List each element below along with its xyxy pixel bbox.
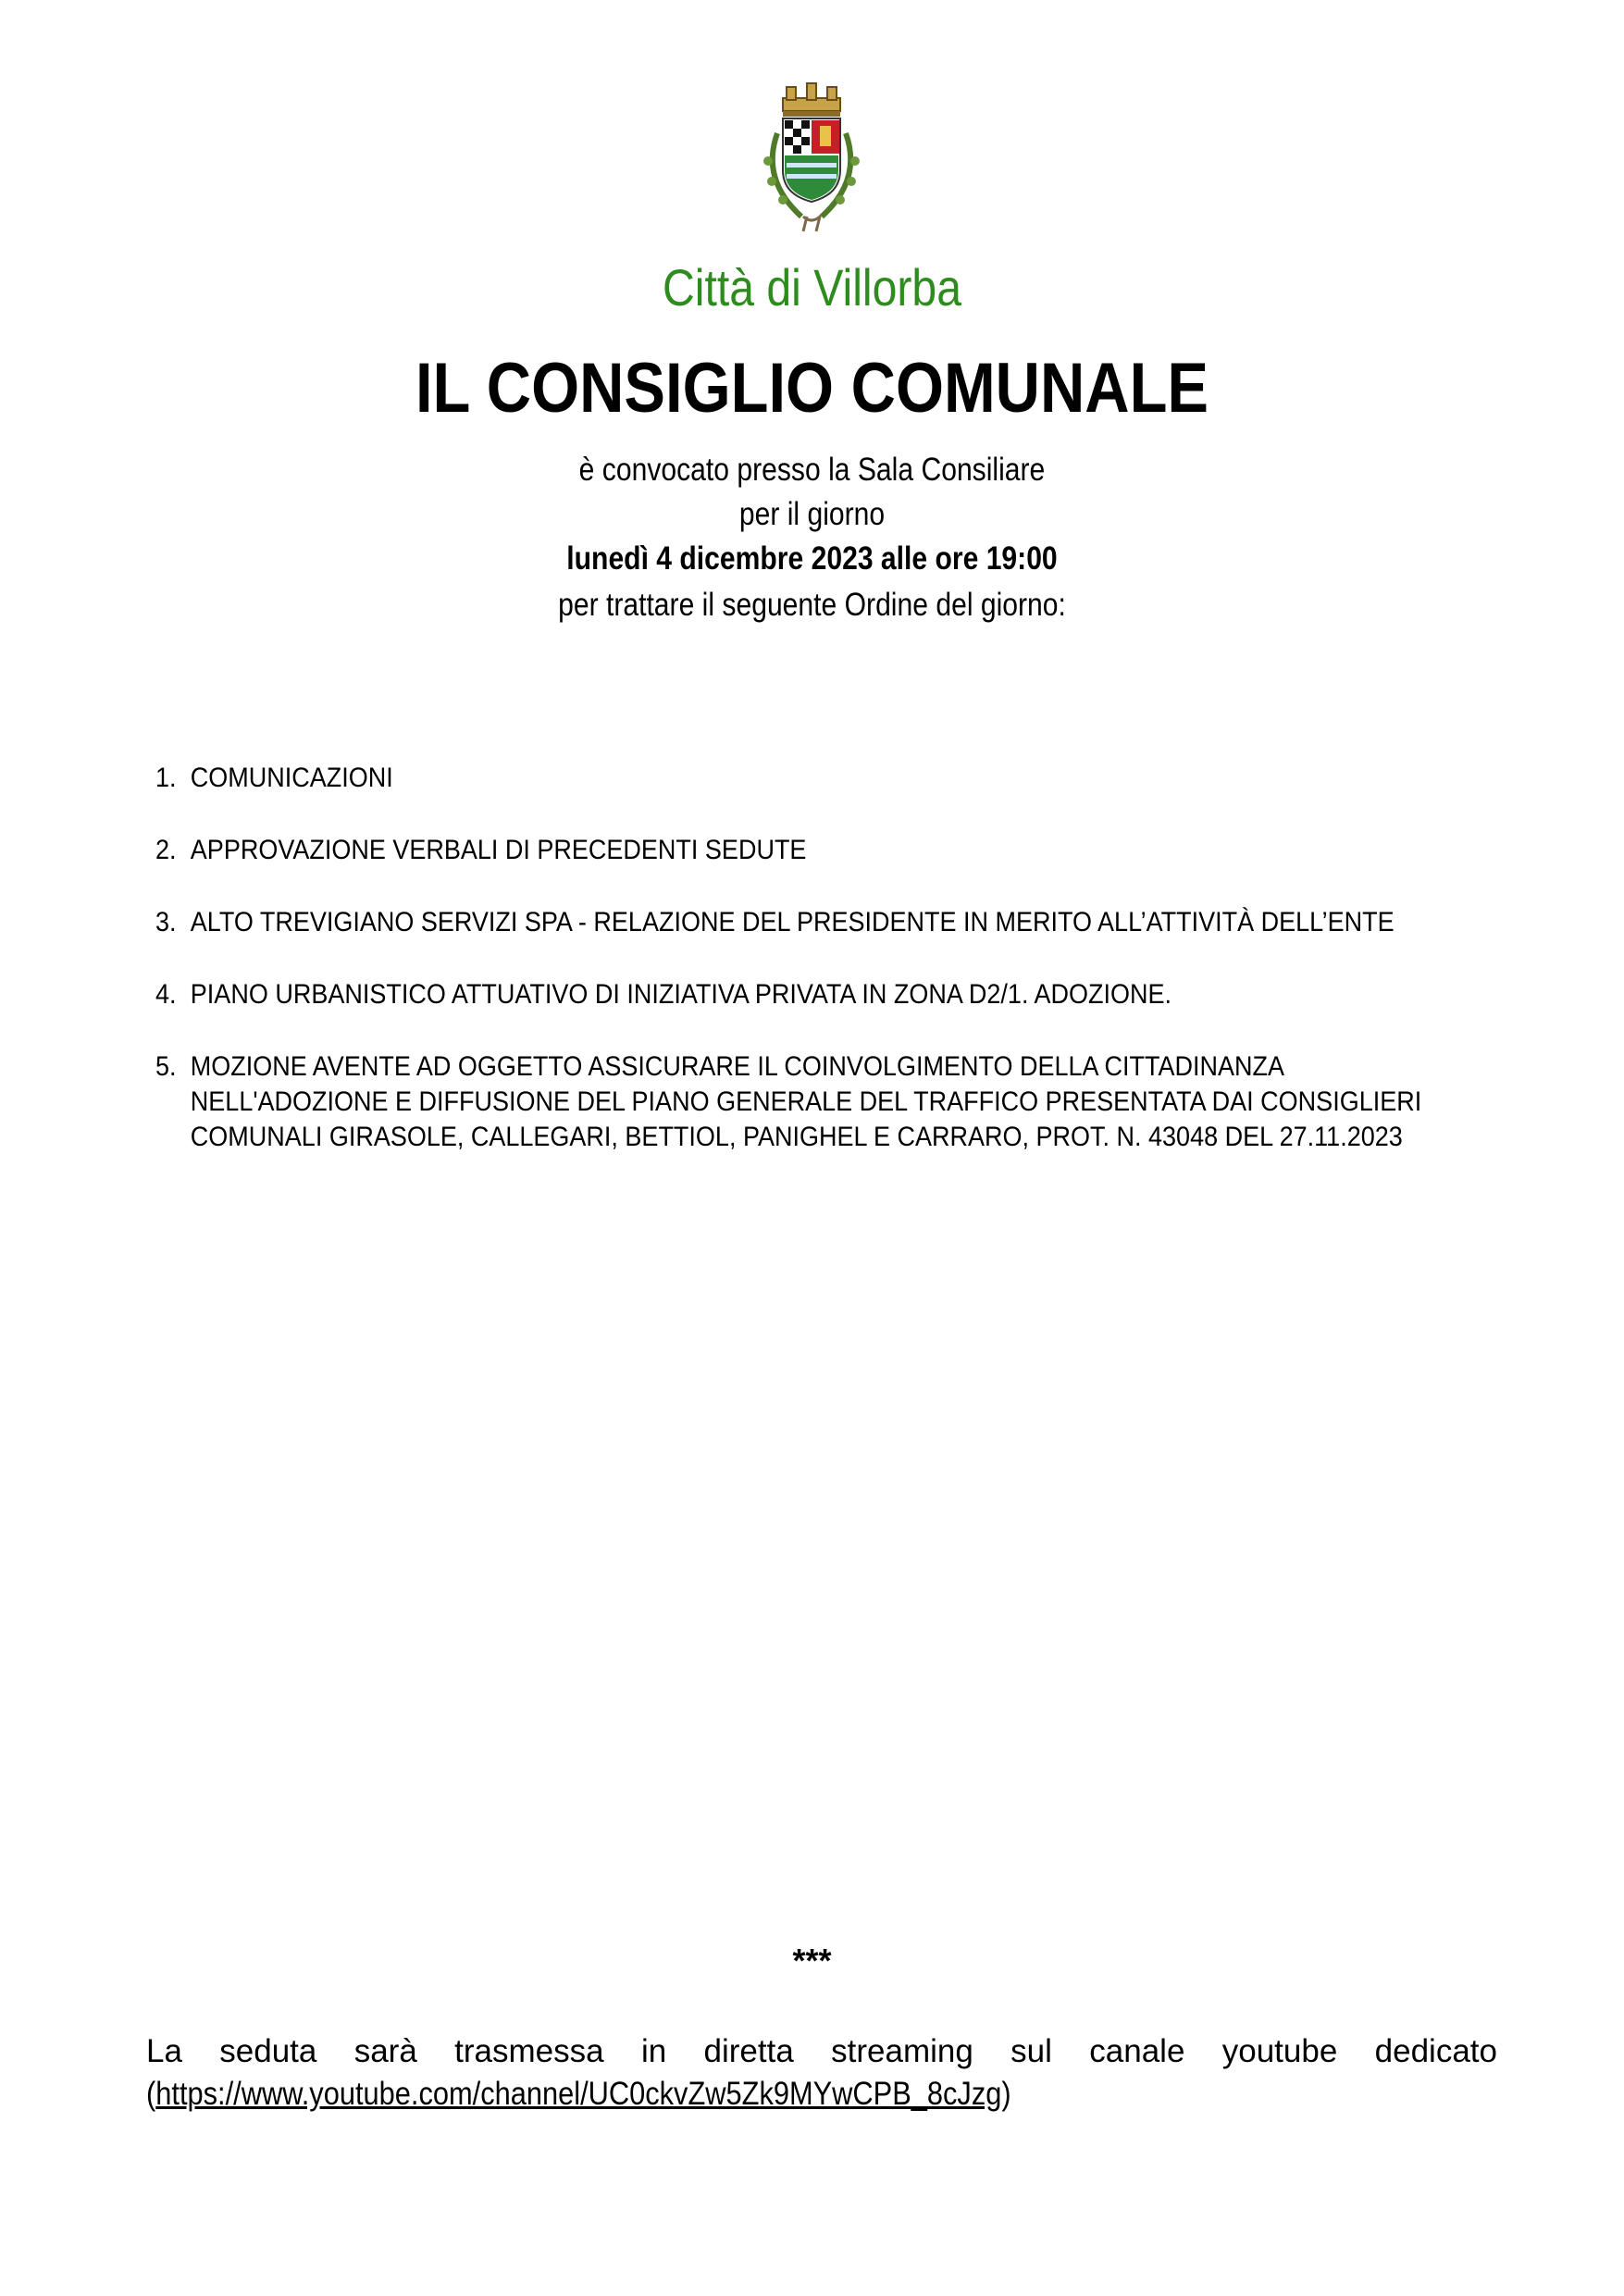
agenda-list bbox=[155, 761, 1488, 1192]
notice-word: dedicato bbox=[1374, 2033, 1497, 2069]
list-item-number: 1. bbox=[155, 763, 177, 793]
close-paren: ) bbox=[1001, 2076, 1011, 2112]
notice-word: sul bbox=[1010, 2033, 1052, 2069]
day-intro-line: per il giorno bbox=[738, 496, 886, 532]
list-item-number: 4. bbox=[155, 979, 177, 1010]
list-item bbox=[155, 1049, 1488, 1155]
city-name: Città di Villorba bbox=[662, 258, 962, 316]
notice-word: diretta bbox=[703, 2033, 794, 2069]
list-item-number: 5. bbox=[155, 1051, 177, 1082]
list-item-text: ALTO TREVIGIANO SERVIZI SPA - RELAZIONE DEL PRESIDENTE IN MERITO ALL’ATTIVITÀ DELL’ENTE bbox=[190, 907, 1395, 937]
notice-word: in bbox=[640, 2033, 667, 2069]
notice-word: streaming bbox=[831, 2033, 973, 2069]
notice-word: La bbox=[146, 2033, 182, 2069]
meeting-date: lunedì 4 dicembre 2023 alle ore 19:00 bbox=[566, 540, 1058, 577]
coat-of-arms-icon bbox=[755, 78, 868, 237]
separator: *** bbox=[792, 1942, 832, 1980]
list-item bbox=[155, 833, 1488, 868]
agenda-intro: per trattare il seguente Ordine del giorno: bbox=[558, 587, 1066, 623]
page-title: IL CONSIGLIO COMUNALE bbox=[415, 349, 1209, 428]
youtube-channel-link[interactable]: https://www.youtube.com/channel/UC0ckvZw5Zk9MYwCPB_8cJzg bbox=[155, 2076, 1002, 2112]
list-item bbox=[155, 761, 1488, 796]
list-item-number: 2. bbox=[155, 835, 177, 865]
list-item-text: APPROVAZIONE VERBALI DI PRECEDENTI SEDUTE bbox=[190, 835, 807, 865]
convocation-line: è convocato presso la Sala Consiliare bbox=[578, 452, 1046, 488]
open-paren: ( bbox=[146, 2076, 156, 2112]
notice-word: seduta bbox=[219, 2033, 317, 2069]
list-item-text: COMUNICAZIONI bbox=[190, 763, 393, 793]
streaming-notice-line bbox=[146, 2030, 1497, 2073]
list-item-text: MOZIONE AVENTE AD OGGETTO ASSICURARE IL COINVOLGIMENTO DELLA CITTADINANZA NELL'ADOZIONE E DIFFUSIONE DEL PIANO GENERALE DEL TRAFFICO PRESENTATA DAI CONSIGLIERI COMUNALI GIRASOLE, CALLEGARI, BETTIOL, PANIGHEL E CARRARO, PROT. N. 43048 DEL 27.11.2023 bbox=[190, 1051, 1422, 1152]
list-item-number: 3. bbox=[155, 907, 177, 937]
notice-word: youtube bbox=[1221, 2033, 1338, 2069]
notice-word: sarà bbox=[353, 2033, 417, 2069]
streaming-link-line bbox=[146, 2073, 1497, 2116]
notice-word: trasmessa bbox=[454, 2033, 604, 2069]
streaming-notice bbox=[146, 2030, 1497, 2116]
list-item-text: PIANO URBANISTICO ATTUATIVO DI INIZIATIVA PRIVATA IN ZONA D2/1. ADOZIONE. bbox=[190, 979, 1172, 1010]
list-item bbox=[155, 905, 1488, 940]
list-item bbox=[155, 977, 1488, 1012]
notice-word: canale bbox=[1089, 2033, 1185, 2069]
